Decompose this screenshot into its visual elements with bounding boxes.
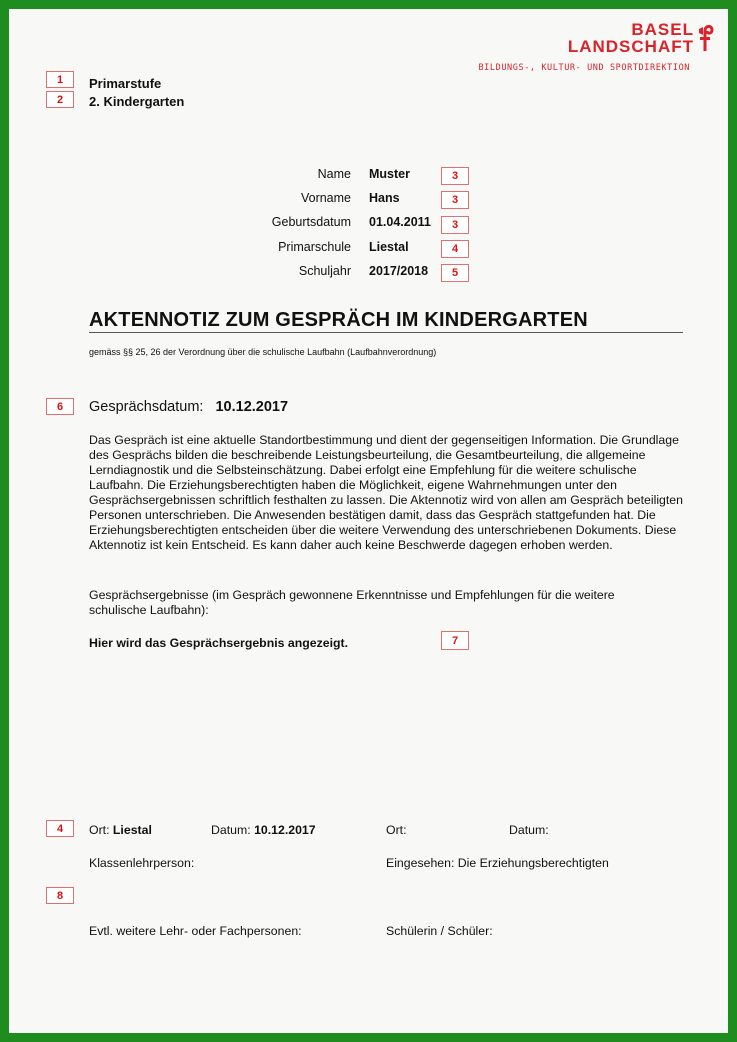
school-value: Liestal [369,240,409,254]
marker-5: 5 [441,264,469,282]
place-label-right: Ort: [386,823,407,837]
date-row [211,823,316,837]
conversation-date-row [89,399,288,415]
firstname-label: Vorname [300,191,351,205]
student-signature-label: Schülerin / Schüler: [386,924,493,938]
title-underline [89,332,683,333]
conversation-date-value: 10.12.2017 [215,399,289,415]
document-subtitle: gemäss §§ 25, 26 der Verordnung über die schulische Laufbahn (Laufbahnverordnung) [89,347,437,357]
birthdate-value: 01.04.2011 [369,215,431,229]
place-value: Liestal [112,823,152,837]
document-page [9,9,728,1033]
marker-7: 7 [441,631,469,650]
schoolyear-label: Schuljahr [298,264,351,278]
crozier-emblem-icon [696,21,714,53]
marker-2: 2 [46,91,74,108]
results-placeholder: Hier wird das Gesprächsergebnis angezeigt. [89,636,349,650]
birthdate-label: Geburtsdatum [271,215,351,229]
marker-4b: 4 [46,820,74,837]
date-label-right: Datum: [509,823,549,837]
name-value: Muster [369,167,410,181]
class-name: 2. Kindergarten [89,94,185,109]
school-label: Primarschule [278,240,351,254]
teacher-label: Klassenlehrperson: [89,856,195,870]
marker-4a: 4 [441,240,469,258]
marker-6: 6 [46,398,74,415]
conversation-date-label: Gesprächsdatum: [89,399,204,415]
logo-line-2: LANDSCHAFT [567,37,694,56]
basel-landschaft-logo [568,21,714,55]
marker-8: 8 [46,887,74,904]
other-teachers-label: Evtl. weitere Lehr- oder Fachpersonen: [89,924,302,938]
intro-paragraph: Das Gespräch ist eine aktuelle Standortbestimmung und dient der gegenseitigen Information. Die Grundlage des Gesprächs bilden die beschreibende Leistungsbeurteilung, die Gesamtbeurteilung, die allgemeine Lerndiagnostik und die Selbsteinschätzung. Dabei erfolgt eine Empfehlung für die weitere schulische Laufbahn. Die Erziehungsberechtigten haben die Möglichkeit, eigene Wahrnehmungen unter den Gesprächsergebnissen schriftlich festhalten zu lassen. Die Aktennotiz wird von allen am Gespräch beteiligten Personen unterschrieben. Die Anwesenden bestätigen damit, dass das Gespräch stattgefunden hat. Die Erziehungsberechtigten entscheiden über die weitere Verwendung des unterschriebenen Dokuments. Diese Aktennotiz ist kein Entscheid. Es kann daher auch keine Beschwerde dagegen erhoben werden. [89,433,683,552]
marker-3b: 3 [441,191,469,209]
guardians-label: Eingesehen: Die Erziehungsberechtigten [386,856,609,870]
marker-3c: 3 [441,216,469,234]
firstname-value: Hans [369,191,400,205]
department-name: BILDUNGS-, KULTUR- UND SPORTDIREKTION [478,63,690,73]
schoolyear-value: 2017/2018 [369,264,429,278]
place-row [89,823,152,837]
school-level: Primarstufe [89,76,162,91]
marker-1: 1 [46,71,74,88]
document-title: AKTENNOTIZ ZUM GESPRÄCH IM KINDERGARTEN [89,309,588,331]
signature-date-label: Datum: [211,823,251,837]
logo-line-1: BASEL [631,20,694,39]
signature-date-value: 10.12.2017 [254,823,316,837]
marker-3a: 3 [441,167,469,185]
place-label: Ort: [89,823,110,837]
name-label: Name [317,167,351,181]
results-label: Gesprächsergebnisse (im Gespräch gewonnene Erkenntnisse und Empfehlungen für die weitere schulische Laufbahn): [89,588,615,617]
